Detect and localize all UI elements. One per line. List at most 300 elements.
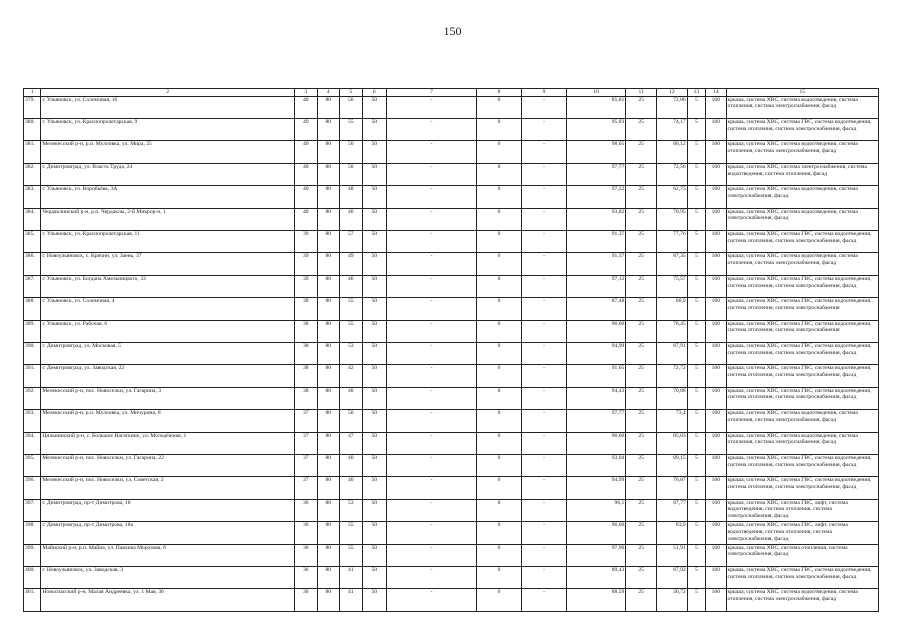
works-cell: крыша, система ХВС, система ГВС, лифт, система водоотведения, система отопления, система электроснабжения, фасад bbox=[726, 522, 878, 544]
col12-cell: 87,92 bbox=[657, 566, 688, 588]
address-cell: г. Ульяновск, ул. Краснопролетарская, 11 bbox=[41, 231, 295, 253]
col11-cell: 25 bbox=[626, 298, 657, 320]
col14-cell: 160 bbox=[706, 432, 726, 454]
row-number: 394. bbox=[24, 432, 41, 454]
col14-cell: 160 bbox=[706, 141, 726, 163]
col10-cell: 85,81 bbox=[567, 96, 626, 118]
column-header-10: 10 bbox=[567, 89, 626, 97]
col8-cell: 0 bbox=[477, 365, 522, 387]
col14-cell: 160 bbox=[706, 298, 726, 320]
col6-cell: 50 bbox=[362, 589, 387, 611]
works-cell: крыша, система ХВС, система ГВС, система водоотведения, система отопления, система электроснабжения, фасад bbox=[726, 387, 878, 409]
col8-cell: 0 bbox=[477, 387, 522, 409]
col9-cell: - bbox=[522, 163, 567, 185]
col4-cell: 80 bbox=[317, 208, 340, 230]
col12-cell: 83,9 bbox=[657, 522, 688, 544]
column-header-8: 8 bbox=[477, 89, 522, 97]
works-cell: крыша, система ХВС, система водоотведения, система электроснабжения, фасад bbox=[726, 208, 878, 230]
col5-cell: 47 bbox=[340, 432, 363, 454]
col6-cell: 50 bbox=[362, 231, 387, 253]
table-row bbox=[24, 163, 879, 185]
row-number: 396. bbox=[24, 477, 41, 499]
works-cell: крыша, система ХВС, система ГВС, система водоотведения, система отопления, система электроснабжения, фасад bbox=[726, 477, 878, 499]
col6-cell: 50 bbox=[362, 163, 387, 185]
col4-cell: 80 bbox=[317, 231, 340, 253]
col6-cell: 50 bbox=[362, 499, 387, 521]
col14-cell: 160 bbox=[706, 343, 726, 365]
col11-cell: 25 bbox=[626, 566, 657, 588]
col4-cell: 80 bbox=[317, 163, 340, 185]
col6-cell: 50 bbox=[362, 477, 387, 499]
col13-cell: 5 bbox=[687, 544, 705, 566]
col8-cell: 0 bbox=[477, 253, 522, 275]
col6-cell: 50 bbox=[362, 253, 387, 275]
col6-cell: 50 bbox=[362, 141, 387, 163]
table-row bbox=[24, 522, 879, 544]
col7-cell: - bbox=[387, 141, 477, 163]
column-header-9: 9 bbox=[522, 89, 567, 97]
col4-cell: 80 bbox=[317, 186, 340, 208]
col12-cell: 88,9 bbox=[657, 298, 688, 320]
col3-cell: 36 bbox=[295, 544, 318, 566]
address-cell: г. Ульяновск, ул. Краснопролетарская, 9 bbox=[41, 119, 295, 141]
col3-cell: 37 bbox=[295, 410, 318, 432]
col13-cell: 5 bbox=[687, 208, 705, 230]
column-number-row bbox=[24, 89, 879, 97]
column-header-15: 15 bbox=[726, 89, 878, 97]
col3-cell: 40 bbox=[295, 141, 318, 163]
col5-cell: 55 bbox=[340, 298, 363, 320]
col10-cell: 91,65 bbox=[567, 365, 626, 387]
col7-cell: - bbox=[387, 410, 477, 432]
col8-cell: 0 bbox=[477, 522, 522, 544]
col10-cell: 97,12 bbox=[567, 275, 626, 297]
table-row bbox=[24, 387, 879, 409]
col8-cell: 0 bbox=[477, 231, 522, 253]
col12-cell: 87,35 bbox=[657, 253, 688, 275]
col5-cell: 50 bbox=[340, 163, 363, 185]
col3-cell: 40 bbox=[295, 208, 318, 230]
table-row bbox=[24, 298, 879, 320]
col3-cell: 38 bbox=[295, 298, 318, 320]
col13-cell: 5 bbox=[687, 119, 705, 141]
col9-cell: - bbox=[522, 208, 567, 230]
col13-cell: 5 bbox=[687, 387, 705, 409]
col3-cell: 36 bbox=[295, 499, 318, 521]
column-header-12: 12 bbox=[657, 89, 688, 97]
col3-cell: 36 bbox=[295, 589, 318, 611]
col9-cell: - bbox=[522, 186, 567, 208]
col12-cell: 51,91 bbox=[657, 544, 688, 566]
table-row bbox=[24, 141, 879, 163]
col11-cell: 25 bbox=[626, 231, 657, 253]
column-header-5: 5 bbox=[340, 89, 363, 97]
col14-cell: 160 bbox=[706, 499, 726, 521]
col10-cell: 96,1 bbox=[567, 499, 626, 521]
address-cell: Мелекесский р-н, р.п. Мулловка, ул. Мира, 25 bbox=[41, 141, 295, 163]
col13-cell: 5 bbox=[687, 186, 705, 208]
col3-cell: 36 bbox=[295, 566, 318, 588]
col9-cell: - bbox=[522, 432, 567, 454]
col7-cell: - bbox=[387, 119, 477, 141]
column-header-11: 11 bbox=[626, 89, 657, 97]
col4-cell: 80 bbox=[317, 410, 340, 432]
col10-cell: 97,77 bbox=[567, 410, 626, 432]
row-number: 385. bbox=[24, 231, 41, 253]
col12-cell: 74,17 bbox=[657, 119, 688, 141]
works-cell: крыша, система ХВС, система ГВС, система водоотведения, система отопления, система электроснабжения bbox=[726, 298, 878, 320]
col9-cell: - bbox=[522, 119, 567, 141]
col8-cell: 0 bbox=[477, 320, 522, 342]
col7-cell: - bbox=[387, 320, 477, 342]
col4-cell: 80 bbox=[317, 141, 340, 163]
col3-cell: 40 bbox=[295, 163, 318, 185]
works-cell: крыша, система ХВС, система водоотведения, система отопления, система электроснабжения, фасад bbox=[726, 141, 878, 163]
col8-cell: 0 bbox=[477, 141, 522, 163]
col9-cell: - bbox=[522, 544, 567, 566]
table-row bbox=[24, 119, 879, 141]
col14-cell: 160 bbox=[706, 96, 726, 118]
row-number: 392. bbox=[24, 387, 41, 409]
address-cell: Мелекесский р-н, р.п. Мулловка, ул. Мичурина, 8 bbox=[41, 410, 295, 432]
col3-cell: 39 bbox=[295, 253, 318, 275]
col10-cell: 97,96 bbox=[567, 544, 626, 566]
col13-cell: 5 bbox=[687, 432, 705, 454]
table-row bbox=[24, 96, 879, 118]
works-cell: крыша, система ХВС, система ГВС, система водоотведения, система отопления, система электроснабжения, фасад bbox=[726, 365, 878, 387]
col4-cell: 80 bbox=[317, 343, 340, 365]
col9-cell: - bbox=[522, 298, 567, 320]
col13-cell: 5 bbox=[687, 320, 705, 342]
works-cell: крыша, система ХВС, система ГВС, система водоотведения, система отопления, система электроснабжения, фасад bbox=[726, 343, 878, 365]
col13-cell: 5 bbox=[687, 253, 705, 275]
col5-cell: 50 bbox=[340, 141, 363, 163]
col9-cell: - bbox=[522, 522, 567, 544]
col12-cell: 89,15 bbox=[657, 454, 688, 476]
col11-cell: 25 bbox=[626, 522, 657, 544]
column-header-14: 14 bbox=[706, 89, 726, 97]
col7-cell: - bbox=[387, 432, 477, 454]
col9-cell: - bbox=[522, 566, 567, 588]
col7-cell: - bbox=[387, 275, 477, 297]
col6-cell: 50 bbox=[362, 566, 387, 588]
col5-cell: 48 bbox=[340, 186, 363, 208]
col14-cell: 160 bbox=[706, 365, 726, 387]
col6-cell: 50 bbox=[362, 298, 387, 320]
col7-cell: - bbox=[387, 231, 477, 253]
row-number: 379. bbox=[24, 96, 41, 118]
col11-cell: 25 bbox=[626, 320, 657, 342]
col8-cell: 0 bbox=[477, 566, 522, 588]
col6-cell: 50 bbox=[362, 365, 387, 387]
address-cell: г. Димитровград, ул. Московая, 5 bbox=[41, 343, 295, 365]
col10-cell: 97,77 bbox=[567, 163, 626, 185]
col9-cell: - bbox=[522, 387, 567, 409]
col7-cell: - bbox=[387, 298, 477, 320]
row-number: 400. bbox=[24, 566, 41, 588]
col14-cell: 160 bbox=[706, 231, 726, 253]
address-cell: г. Ульяновск, ул. Соломчная, 16 bbox=[41, 96, 295, 118]
housing-registry-table bbox=[23, 88, 879, 612]
col5-cell: 41 bbox=[340, 566, 363, 588]
col8-cell: 0 bbox=[477, 186, 522, 208]
table-row bbox=[24, 231, 879, 253]
col3-cell: 38 bbox=[295, 320, 318, 342]
works-cell: крыша, система ХВС, система ГВС, система водоотведения, система отопления, система электроснабжения, фасад bbox=[726, 566, 878, 588]
col4-cell: 80 bbox=[317, 365, 340, 387]
col8-cell: 0 bbox=[477, 275, 522, 297]
table-row bbox=[24, 544, 879, 566]
col14-cell: 160 bbox=[706, 589, 726, 611]
col8-cell: 0 bbox=[477, 208, 522, 230]
col13-cell: 5 bbox=[687, 275, 705, 297]
col7-cell: - bbox=[387, 186, 477, 208]
col11-cell: 25 bbox=[626, 544, 657, 566]
col7-cell: - bbox=[387, 477, 477, 499]
col10-cell: 94,99 bbox=[567, 343, 626, 365]
works-cell: крыша, система ХВС, система водоотведения, система отопления, система электроснабжения, фасад bbox=[726, 432, 878, 454]
col11-cell: 25 bbox=[626, 387, 657, 409]
col6-cell: 50 bbox=[362, 343, 387, 365]
col8-cell: 0 bbox=[477, 589, 522, 611]
col8-cell: 0 bbox=[477, 119, 522, 141]
col8-cell: 0 bbox=[477, 454, 522, 476]
col9-cell: - bbox=[522, 96, 567, 118]
address-cell: Чердаклинский р-н, р.п. Чердаклы, 2-й Микрор-н, 1 bbox=[41, 208, 295, 230]
address-cell: Мелекесский р-н, пос. Новоселки, ул. Советская, 2 bbox=[41, 477, 295, 499]
col12-cell: 73,4 bbox=[657, 410, 688, 432]
row-number: 382. bbox=[24, 163, 41, 185]
col11-cell: 25 bbox=[626, 208, 657, 230]
table-body bbox=[24, 96, 879, 611]
col6-cell: 50 bbox=[362, 186, 387, 208]
table-row bbox=[24, 320, 879, 342]
address-cell: Мелекесский р-н, пос. Новоселки, ул. Гагарина, 3 bbox=[41, 387, 295, 409]
table-row bbox=[24, 477, 879, 499]
col4-cell: 80 bbox=[317, 454, 340, 476]
table-row bbox=[24, 343, 879, 365]
col7-cell: - bbox=[387, 499, 477, 521]
col11-cell: 25 bbox=[626, 141, 657, 163]
col7-cell: - bbox=[387, 253, 477, 275]
row-number: 380. bbox=[24, 119, 41, 141]
col14-cell: 160 bbox=[706, 253, 726, 275]
col13-cell: 5 bbox=[687, 477, 705, 499]
works-cell: крыша, система ХВС, система ГВС, система водоотведения, система отопления, система электроснабжения, фасад bbox=[726, 454, 878, 476]
address-cell: г. Ульяновск, ул. Воробьёва, 3А bbox=[41, 186, 295, 208]
col14-cell: 160 bbox=[706, 186, 726, 208]
table-row bbox=[24, 275, 879, 297]
col13-cell: 5 bbox=[687, 96, 705, 118]
works-cell: крыша, система ХВС, система ГВС, система водоотведения, система отопления, система электроснабжения, фасад bbox=[726, 231, 878, 253]
col8-cell: 0 bbox=[477, 477, 522, 499]
col11-cell: 25 bbox=[626, 499, 657, 521]
col14-cell: 160 bbox=[706, 454, 726, 476]
col10-cell: 93,82 bbox=[567, 208, 626, 230]
col5-cell: 55 bbox=[340, 522, 363, 544]
col14-cell: 160 bbox=[706, 119, 726, 141]
col5-cell: 41 bbox=[340, 589, 363, 611]
col13-cell: 5 bbox=[687, 163, 705, 185]
col14-cell: 160 bbox=[706, 320, 726, 342]
col3-cell: 36 bbox=[295, 522, 318, 544]
address-cell: г. Димитровград, пр-т Димитрова, 18 bbox=[41, 499, 295, 521]
col10-cell: 88,59 bbox=[567, 589, 626, 611]
address-cell: г. Ульяновск, ул. Богдана Хмельницкого, 33 bbox=[41, 275, 295, 297]
col12-cell: 72,72 bbox=[657, 365, 688, 387]
works-cell: крыша, система ХВС, система ГВС, система водоотведения, система отопления, система электроснабжения, фасад bbox=[726, 119, 878, 141]
col14-cell: 160 bbox=[706, 208, 726, 230]
col11-cell: 25 bbox=[626, 186, 657, 208]
row-number: 401. bbox=[24, 589, 41, 611]
address-cell: Новоспасский р-н, Малая Андреевка, ул. 1 Мая, 36 bbox=[41, 589, 295, 611]
col7-cell: - bbox=[387, 454, 477, 476]
column-header-6: 6 bbox=[362, 89, 387, 97]
col5-cell: 53 bbox=[340, 343, 363, 365]
col6-cell: 50 bbox=[362, 208, 387, 230]
column-header-4: 4 bbox=[317, 89, 340, 97]
col10-cell: 94,99 bbox=[567, 477, 626, 499]
col7-cell: - bbox=[387, 343, 477, 365]
works-cell: крыша, система ХВС, система водоотведения, система отопления, система электроснабжения, фасад bbox=[726, 589, 878, 611]
col6-cell: 50 bbox=[362, 432, 387, 454]
col3-cell: 37 bbox=[295, 432, 318, 454]
col6-cell: 50 bbox=[362, 410, 387, 432]
col5-cell: 40 bbox=[340, 208, 363, 230]
col10-cell: 94,43 bbox=[567, 387, 626, 409]
col9-cell: - bbox=[522, 275, 567, 297]
col14-cell: 160 bbox=[706, 163, 726, 185]
col9-cell: - bbox=[522, 454, 567, 476]
table-row bbox=[24, 253, 879, 275]
row-number: 387. bbox=[24, 275, 41, 297]
col8-cell: 0 bbox=[477, 343, 522, 365]
address-cell: г. Димитровград, пр-т Димитрова, 18а bbox=[41, 522, 295, 544]
works-cell: крыша, система ХВС, система водоотведения, система отопления, система электроснабжения, фасад bbox=[726, 253, 878, 275]
address-cell: г. Димитровград, ул. Заводская, 22 bbox=[41, 365, 295, 387]
col6-cell: 50 bbox=[362, 320, 387, 342]
col12-cell: 62,75 bbox=[657, 186, 688, 208]
col4-cell: 80 bbox=[317, 119, 340, 141]
col10-cell: 93,04 bbox=[567, 454, 626, 476]
col6-cell: 50 bbox=[362, 387, 387, 409]
col10-cell: 97,22 bbox=[567, 186, 626, 208]
col13-cell: 5 bbox=[687, 566, 705, 588]
col13-cell: 5 bbox=[687, 410, 705, 432]
works-cell: крыша, система ХВС, система водоотведения, система отопления, система электроснабжения, фасад bbox=[726, 96, 878, 118]
row-number: 383. bbox=[24, 186, 41, 208]
col11-cell: 25 bbox=[626, 96, 657, 118]
col4-cell: 80 bbox=[317, 253, 340, 275]
works-cell: крыша, система ХВС, система водоотведения, система электроснабжения, фасад bbox=[726, 186, 878, 208]
row-number: 384. bbox=[24, 208, 41, 230]
col12-cell: 30,72 bbox=[657, 589, 688, 611]
col8-cell: 0 bbox=[477, 298, 522, 320]
col12-cell: 72,86 bbox=[657, 96, 688, 118]
row-number: 389. bbox=[24, 320, 41, 342]
col7-cell: - bbox=[387, 163, 477, 185]
col14-cell: 160 bbox=[706, 544, 726, 566]
address-cell: г. Ульяновск, ул. Соломчная, 4 bbox=[41, 298, 295, 320]
col8-cell: 0 bbox=[477, 96, 522, 118]
col12-cell: 87,91 bbox=[657, 343, 688, 365]
works-cell: крыша, система ХВС, система ГВС, лифт, система водоотведения, система отопления, система электроснабжения, фасад bbox=[726, 499, 878, 521]
col14-cell: 160 bbox=[706, 477, 726, 499]
col4-cell: 80 bbox=[317, 432, 340, 454]
col3-cell: 39 bbox=[295, 231, 318, 253]
col4-cell: 80 bbox=[317, 96, 340, 118]
col7-cell: - bbox=[387, 566, 477, 588]
col9-cell: - bbox=[522, 141, 567, 163]
col6-cell: 50 bbox=[362, 544, 387, 566]
column-header-3: 3 bbox=[295, 89, 318, 97]
col11-cell: 25 bbox=[626, 275, 657, 297]
column-header-7: 7 bbox=[387, 89, 477, 97]
col10-cell: 87,48 bbox=[567, 298, 626, 320]
col5-cell: 40 bbox=[340, 454, 363, 476]
row-number: 399. bbox=[24, 544, 41, 566]
table-row bbox=[24, 410, 879, 432]
col13-cell: 5 bbox=[687, 365, 705, 387]
col12-cell: 85,83 bbox=[657, 432, 688, 454]
col3-cell: 38 bbox=[295, 365, 318, 387]
col6-cell: 50 bbox=[362, 454, 387, 476]
col12-cell: 77,76 bbox=[657, 231, 688, 253]
table-row bbox=[24, 208, 879, 230]
col12-cell: 72,56 bbox=[657, 163, 688, 185]
col11-cell: 25 bbox=[626, 343, 657, 365]
address-cell: г. Димитровград, ул. Власть Труда, 24 bbox=[41, 163, 295, 185]
row-number: 397. bbox=[24, 499, 41, 521]
col4-cell: 80 bbox=[317, 589, 340, 611]
col13-cell: 5 bbox=[687, 589, 705, 611]
col14-cell: 160 bbox=[706, 387, 726, 409]
col7-cell: - bbox=[387, 365, 477, 387]
row-number: 388. bbox=[24, 298, 41, 320]
col7-cell: - bbox=[387, 589, 477, 611]
col13-cell: 5 bbox=[687, 298, 705, 320]
col5-cell: 55 bbox=[340, 320, 363, 342]
col12-cell: 86,12 bbox=[657, 141, 688, 163]
works-cell: крыша, система ХВС, система ГВС, система водоотведения, система отопления, система электроснабжения bbox=[726, 320, 878, 342]
col13-cell: 5 bbox=[687, 141, 705, 163]
table-row bbox=[24, 589, 879, 611]
col4-cell: 80 bbox=[317, 544, 340, 566]
works-cell: крыша, система ХВС, система электроснабжения, система водоотведения, система отопления, фасад bbox=[726, 163, 878, 185]
address-cell: г. Ульяновск, ул. Рабочая, 6 bbox=[41, 320, 295, 342]
column-header-2: 2 bbox=[41, 89, 295, 97]
col4-cell: 80 bbox=[317, 522, 340, 544]
col9-cell: - bbox=[522, 410, 567, 432]
col6-cell: 50 bbox=[362, 275, 387, 297]
works-cell: крыша, система ХВС, система водоотведения, система отопления, система электроснабжения, фасад bbox=[726, 410, 878, 432]
col12-cell: 76,87 bbox=[657, 477, 688, 499]
col14-cell: 160 bbox=[706, 566, 726, 588]
col11-cell: 25 bbox=[626, 119, 657, 141]
table-row bbox=[24, 454, 879, 476]
col12-cell: 87,77 bbox=[657, 499, 688, 521]
works-cell: крыша, система ХВС, система ГВС, система водоотведения, система отопления, система электроснабжения, фасад bbox=[726, 275, 878, 297]
col12-cell: 78,45 bbox=[657, 320, 688, 342]
col11-cell: 25 bbox=[626, 432, 657, 454]
col6-cell: 50 bbox=[362, 522, 387, 544]
col4-cell: 80 bbox=[317, 275, 340, 297]
col7-cell: - bbox=[387, 522, 477, 544]
col11-cell: 25 bbox=[626, 253, 657, 275]
col10-cell: 96,66 bbox=[567, 432, 626, 454]
col14-cell: 160 bbox=[706, 275, 726, 297]
col10-cell: 96,66 bbox=[567, 522, 626, 544]
